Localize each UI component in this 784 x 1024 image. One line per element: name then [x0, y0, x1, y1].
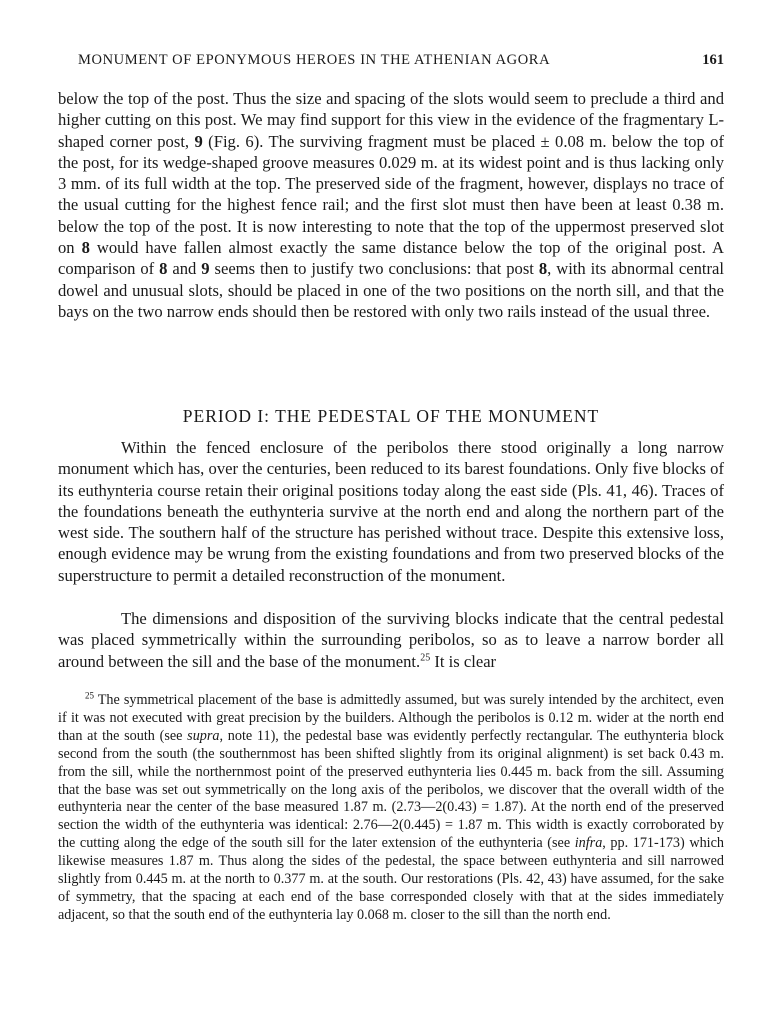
post-8-ref: 8	[81, 238, 90, 258]
fn-infra: infra	[574, 835, 603, 852]
p1-text-3: would have fallen almost exactly the same distance below the top of the original post. A comparison of	[58, 238, 725, 279]
running-title: MONUMENT OF EPONYMOUS HEROES IN THE ATHENIAN AGORA	[78, 52, 551, 68]
paragraph-1	[58, 88, 724, 322]
section-heading: PERIOD I: THE PEDESTAL OF THE MONUMENT	[182, 406, 600, 426]
p3-tail: It is clear	[430, 651, 497, 671]
p1-text-5: seems then to justify two conclusions: that post	[209, 259, 539, 279]
p1-text-2: (Fig. 6). The surviving fragment must be placed ± 0.08 m. below the top of the post, for its wedge-shaped groove measures 0.029 m. at its widest point and is thus lacking only 3 mm. of its full width at the top. The preserved side of the fragment, however, displays no trace of the usual cutting for the highest fence rail; and the first slot must then have been at least 0.38 m. below the top of the post. It is now interesting to note that the top of the uppermost preserved slot on	[58, 131, 724, 258]
fn-text-3: , pp. 171-173) which likewise measures 1.87 m. Thus along the sides of the pedestal, the space between euthynteria and sill narrowed slightly from 0.445 m. at the north to 0.377 m. at the south. Our restorations (Pls. 42, 43) have assumed, for the sake of symmetry, that the spacing at each end of the base corresponded closely with that at the sides immediately adjacent, so that the south end of the euthynteria lay 0.068 m. closer to the sill than the north end.	[58, 835, 724, 923]
running-header	[78, 52, 724, 72]
post-8-ref: 8	[538, 259, 548, 279]
fn-supra: supra	[187, 727, 220, 744]
post-9-ref: 9	[201, 259, 210, 279]
paragraph-2: Within the fenced enclosure of the peribolos there stood originally a long narrow monument which has, over the centuries, been reduced to its barest foundations. Only five blocks of its euthynteria course retain their original positions today along the east side (Pls. 41, 46). Traces of the foundations beneath the euthynteria survive at the north end and along the northern part of the west side. The southern half of the structure has perished without trace. Despite this extensive loss, enough evidence may be wrung from the existing foundations and from two preserved blocks of the superstructure to permit a detailed reconstruction of the monument.	[58, 438, 724, 585]
footnote-25	[58, 692, 724, 925]
post-9-ref: 9	[194, 131, 203, 151]
fn-text-2: , note 11), the pedestal base was evidently perfectly rectangular. The euthynteria block second from the south (the southernmost has been shifted slightly from its original alignment) is set back 0.43 m. from the sill, while the northernmost point of the preserved euthynteria lies 0.445 m. back from the sill. Assuming that the base was set out symmetrically on the long axis of the peribolos, we discover that the overall width of the euthynteria near the center of the base measured 1.87 m. (2.73—2(0.43) = 1.87). At the north end of the preserved section the width of the euthynteria was identical: 2.76—2(0.445) = 1.87 m. This width is exactly corroborated by the cutting along the edge of the south sill for the later extension of the euthynteria (see	[58, 727, 724, 852]
fn-text-1: The symmetrical placement of the base is admittedly assumed, but was surely intended by the architect, even if it was not executed with great precision by the builders. Although the peribolos is 0.12 m. wider at the north end than at the south (see	[58, 692, 724, 744]
post-8-ref: 8	[159, 259, 168, 279]
p1-text-4: and	[167, 259, 202, 279]
p3-text: The dimensions and disposition of the surviving blocks indicate that the central pedestal was placed symmetrically within the surrounding peribolos, so as to leave a narrow border all around between the sill and the base of the monument.	[58, 609, 724, 671]
footnote-number: 25	[85, 690, 94, 701]
p1-text-6: , with its abnormal central dowel and unusual slots, should be placed in one of the two positions on the north sill, and that the bays on the two narrow ends should then be restored with only two rails instead of the usual three.	[58, 259, 724, 321]
page-number: 161	[702, 52, 724, 68]
p1-text-1: below the top of the post. Thus the size and spacing of the slots would seem to preclude a third and higher cutting on this post. We may find support for this view in the evidence of the fragmentary L-shaped corner post,	[58, 89, 724, 151]
paragraph-3	[58, 608, 724, 672]
footnote-ref: 25	[420, 652, 431, 664]
